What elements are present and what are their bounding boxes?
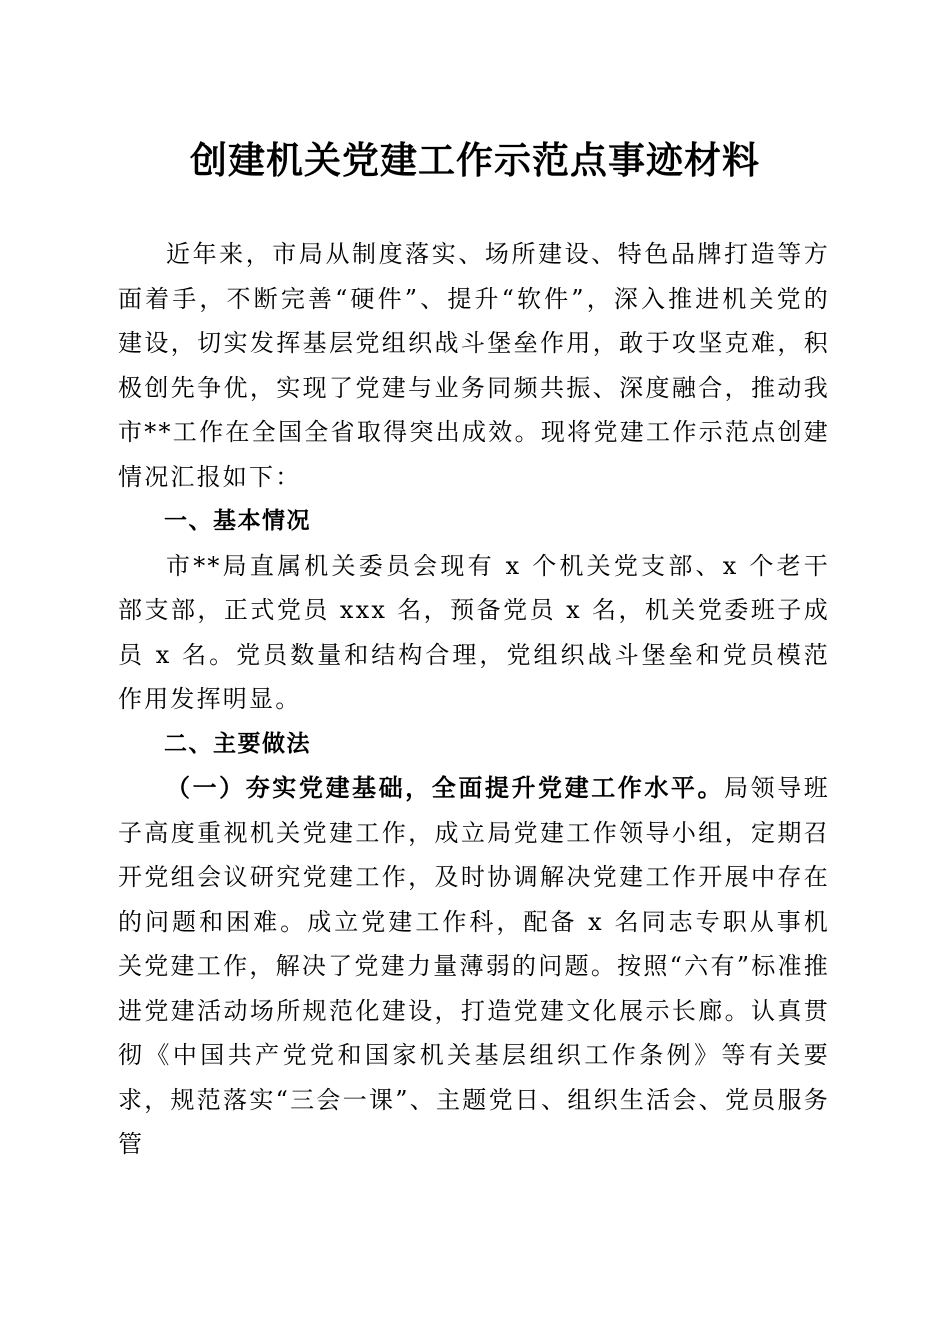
subsection-body-1: 局领导班子高度重视机关党建工作，成立局党建工作领导小组，定期召开党组会议研究党建工作，及时协调解决党建工作开展中存在的问题和困难。成立党建工作科，配备 x 名同志专职从事机关党建工作，解决了党建力量薄弱的问题。按照“六有”标准推进党建活动场所规范化建设，打造党建文化展示长廊。认真贯彻《中国共产党党和国家机关基层组织工作条例》等有关要求，规范落实“三会一课”、主题党日、组织生活会、党员服务管 [118, 774, 830, 1158]
document-title: 创建机关党建工作示范点事迹材料 [190, 138, 760, 182]
main-practices-paragraph [118, 766, 830, 1167]
basic-situation-paragraph: 市**局直属机关委员会现有 x 个机关党支部、x 个老干部支部，正式党员 xxx 名，预备党员 x 名，机关党委班子成员 x 名。党员数量和结构合理，党组织战斗堡垒和党员模范作用发挥明显。 [118, 551, 830, 713]
section-heading-basic-situation: 一、基本情况 [164, 508, 311, 534]
subsection-heading-1: （一）夯实党建基础，全面提升党建工作水平。 [166, 773, 725, 802]
document-body [118, 232, 830, 1167]
section-heading-main-practices: 二、主要做法 [164, 730, 311, 757]
intro-paragraph: 近年来，市局从制度落实、场所建设、特色品牌打造等方面着手，不断完善“硬件”、提升“软件”，深入推进机关党的建设，切实发挥基层党组织战斗堡垒作用，敢于攻坚克难，积极创先争优，实现了党建与业务同频共振、深度融合，推动我市**工作在全国全省取得突出成效。现将党建工作示范点创建情况汇报如下： [118, 240, 830, 491]
